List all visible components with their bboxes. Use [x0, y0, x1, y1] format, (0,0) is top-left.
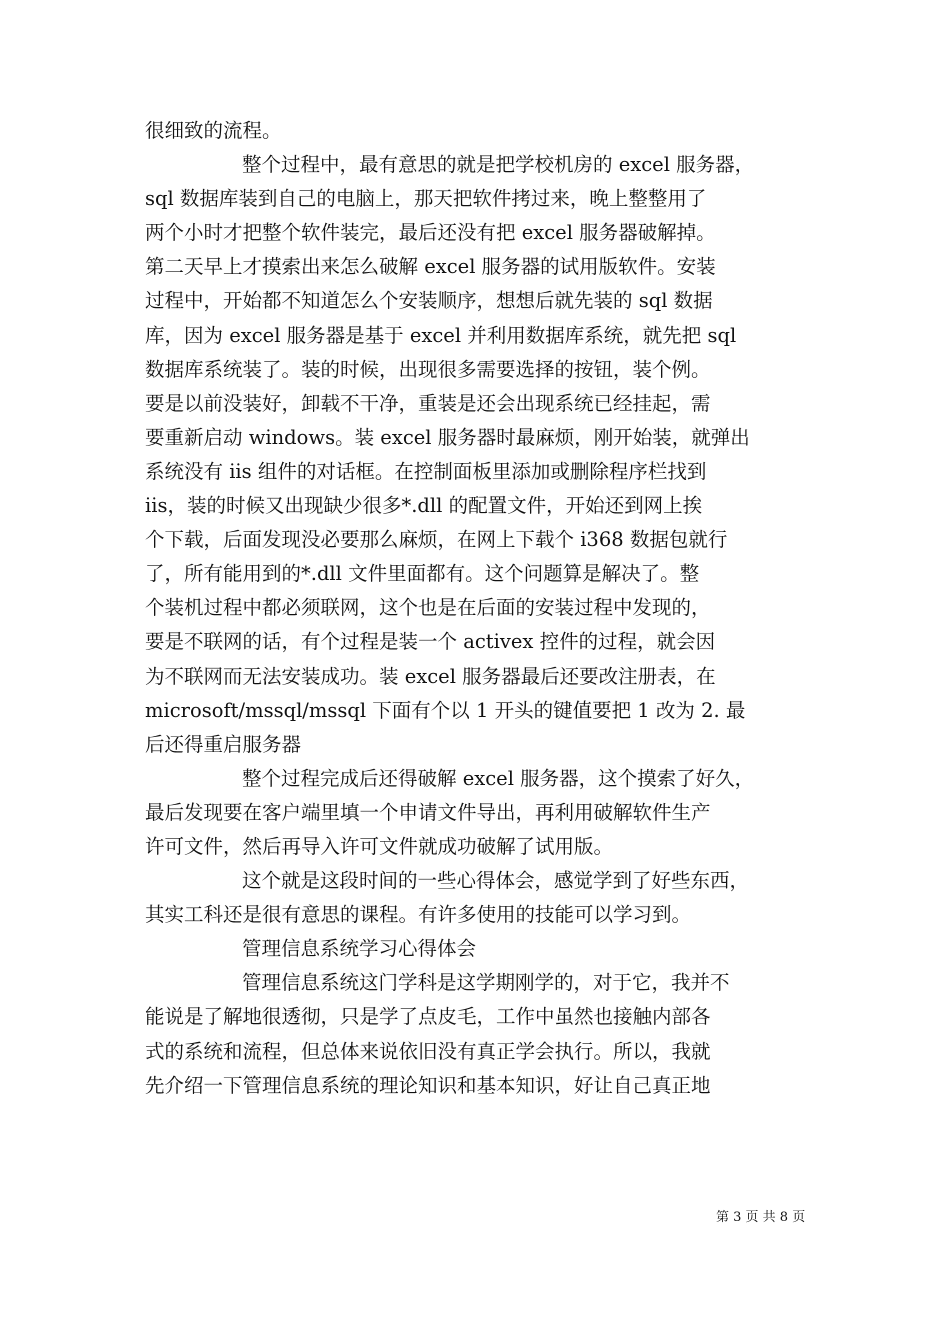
text-line: 许可文件，然后再导入许可文件就成功破解了试用版。 — [145, 834, 614, 858]
text-line: 个装机过程中都必须联网，这个也是在后面的安装过程中发现的， — [145, 596, 711, 620]
section-heading: 管理信息系统学习心得体会 — [242, 937, 477, 961]
text-line: 数据库系统装了。装的时候，出现很多需要选择的按钮，装个例。 — [145, 357, 711, 381]
page-number-footer: 第 3 页 共 8 页 — [716, 1210, 806, 1225]
text-line: 了，所有能用到的*.dll 文件里面都有。这个问题算是解决了。整 — [145, 562, 700, 586]
text-line: 为不联网而无法安装成功。装 excel 服务器最后还要改注册表，在 — [145, 664, 716, 688]
text-line: 两个小时才把整个软件装完，最后还没有把 excel 服务器破解掉。 — [145, 221, 716, 245]
text-line: 整个过程中，最有意思的就是把学校机房的 excel 服务器， — [242, 153, 755, 177]
text-line: 先介绍一下管理信息系统的理论知识和基本知识，好让自己真正地 — [145, 1073, 711, 1097]
text-line: 过程中，开始都不知道怎么个安装顺序，想想后就先装的 sql 数据 — [145, 289, 713, 313]
text-line: 第二天早上才摸索出来怎么破解 excel 服务器的试用版软件。安装 — [145, 255, 716, 279]
text-line: 式的系统和流程，但总体来说依旧没有真正学会执行。所以，我就 — [145, 1039, 711, 1063]
text-line: 整个过程完成后还得破解 excel 服务器，这个摸索了好久， — [242, 766, 755, 790]
text-line: 其实工科还是很有意思的课程。有许多使用的技能可以学习到。 — [145, 903, 692, 927]
text-line: 很细致的流程。 — [145, 119, 282, 142]
text-line: 系统没有 iis 组件的对话框。在控制面板里添加或删除程序栏找到 — [145, 459, 707, 483]
text-line: 最后发现要在客户端里填一个申请文件导出，再利用破解软件生产 — [145, 800, 711, 824]
text-line: 个下载，后面发现没必要那么麻烦，在网上下载个 i368 数据包就行 — [145, 528, 728, 552]
text-line: 要重新启动 windows。装 excel 服务器时最麻烦，刚开始装，就弹出 — [145, 425, 750, 449]
text-line: 要是以前没装好，卸载不干净，重装是还会出现系统已经挂起，需 — [145, 391, 711, 415]
text-line: microsoft/mssql/mssql 下面有个以 1 开头的键值要把 1 改为 2. 最 — [145, 698, 746, 722]
text-line: sql 数据库装到自己的电脑上，那天把软件拷过来，晚上整整用了 — [145, 187, 707, 211]
text-line: 库，因为 excel 服务器是基于 excel 并利用数据库系统，就先把 sql — [145, 323, 737, 347]
text-line: 能说是了解地很透彻，只是学了点皮毛，工作中虽然也接触内部各 — [145, 1005, 711, 1029]
text-line: 这个就是这段时间的一些心得体会，感觉学到了好些东西， — [242, 869, 750, 893]
text-line: 要是不联网的话，有个过程是装一个 activex 控件的过程，就会因 — [145, 630, 716, 654]
text-line: iis，装的时候又出现缺少很多*.dll 的配置文件，开始还到网上挨 — [145, 494, 703, 518]
text-line: 后还得重启服务器 — [145, 732, 302, 756]
text-line: 管理信息系统这门学科是这学期刚学的，对于它，我并不 — [242, 971, 730, 995]
body-text — [145, 114, 825, 1103]
